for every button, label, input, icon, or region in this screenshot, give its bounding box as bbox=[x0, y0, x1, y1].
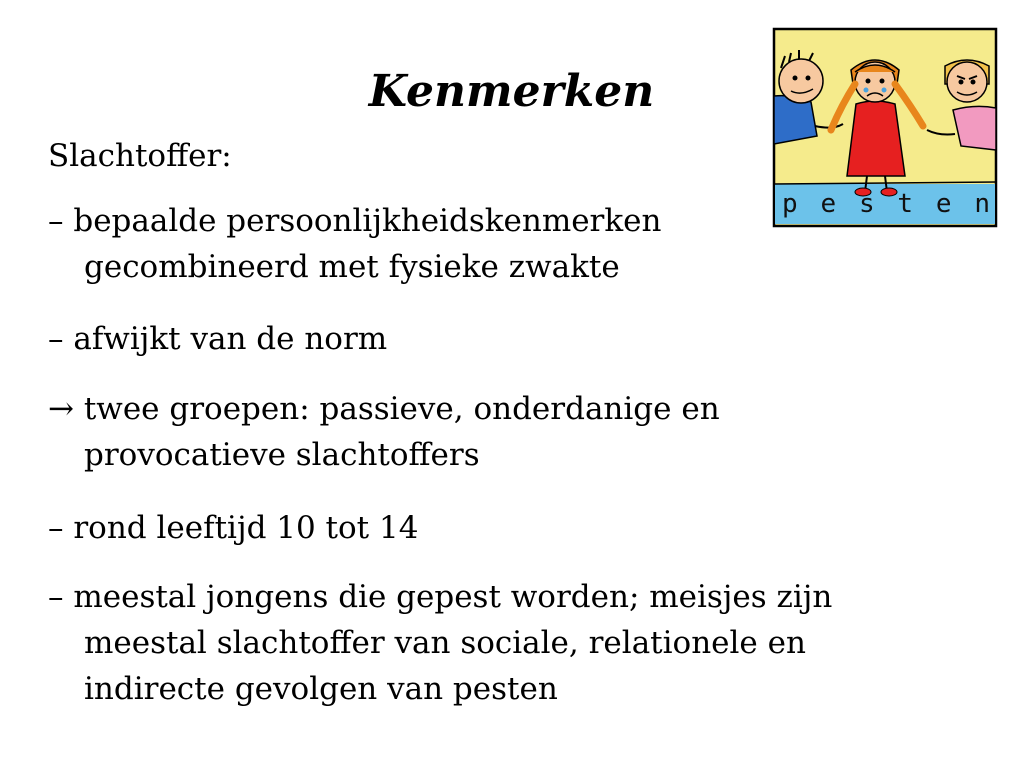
bullet-item-3 bbox=[48, 386, 720, 478]
bullet-item-5 bbox=[48, 574, 832, 712]
subtitle-slachtoffer: Slachtoffer: bbox=[48, 138, 232, 174]
bullet-1-line-1: – bepaalde persoonlijkheidskenmerken bbox=[48, 203, 662, 239]
bullet-item-4 bbox=[48, 505, 418, 551]
bullet-item-2 bbox=[48, 316, 387, 362]
bullet-3-line-2: provocatieve slachtoffers bbox=[84, 437, 480, 473]
bullet-2-line-1: – afwijkt van de norm bbox=[48, 321, 388, 357]
caption-letter-e: e bbox=[820, 189, 837, 219]
bullet-3-line-1: → twee groepen: passieve, onderdanige en bbox=[48, 391, 720, 427]
caption-letter-s: s bbox=[858, 189, 875, 219]
bullet-4-line-1: – rond leeftijd 10 tot 14 bbox=[48, 510, 419, 546]
caption-letter-n: n bbox=[974, 189, 990, 219]
caption-letter-t: t bbox=[897, 189, 914, 219]
bullet-item-1 bbox=[48, 198, 661, 290]
caption-letter-e2: e bbox=[935, 189, 952, 219]
slide-title: Kenmerken bbox=[368, 66, 655, 117]
bullet-5-line-3: indirecte gevolgen van pesten bbox=[84, 671, 558, 707]
bullet-1-line-2: gecombineerd met fysieke zwakte bbox=[84, 249, 620, 285]
bullet-5-line-1: – meestal jongens die gepest worden; meisjes zijn bbox=[48, 579, 833, 615]
bullet-5-line-2: meestal slachtoffer van sociale, relationele en bbox=[84, 625, 806, 661]
caption-letter-p: p bbox=[782, 189, 798, 219]
illustration-caption bbox=[782, 188, 990, 220]
